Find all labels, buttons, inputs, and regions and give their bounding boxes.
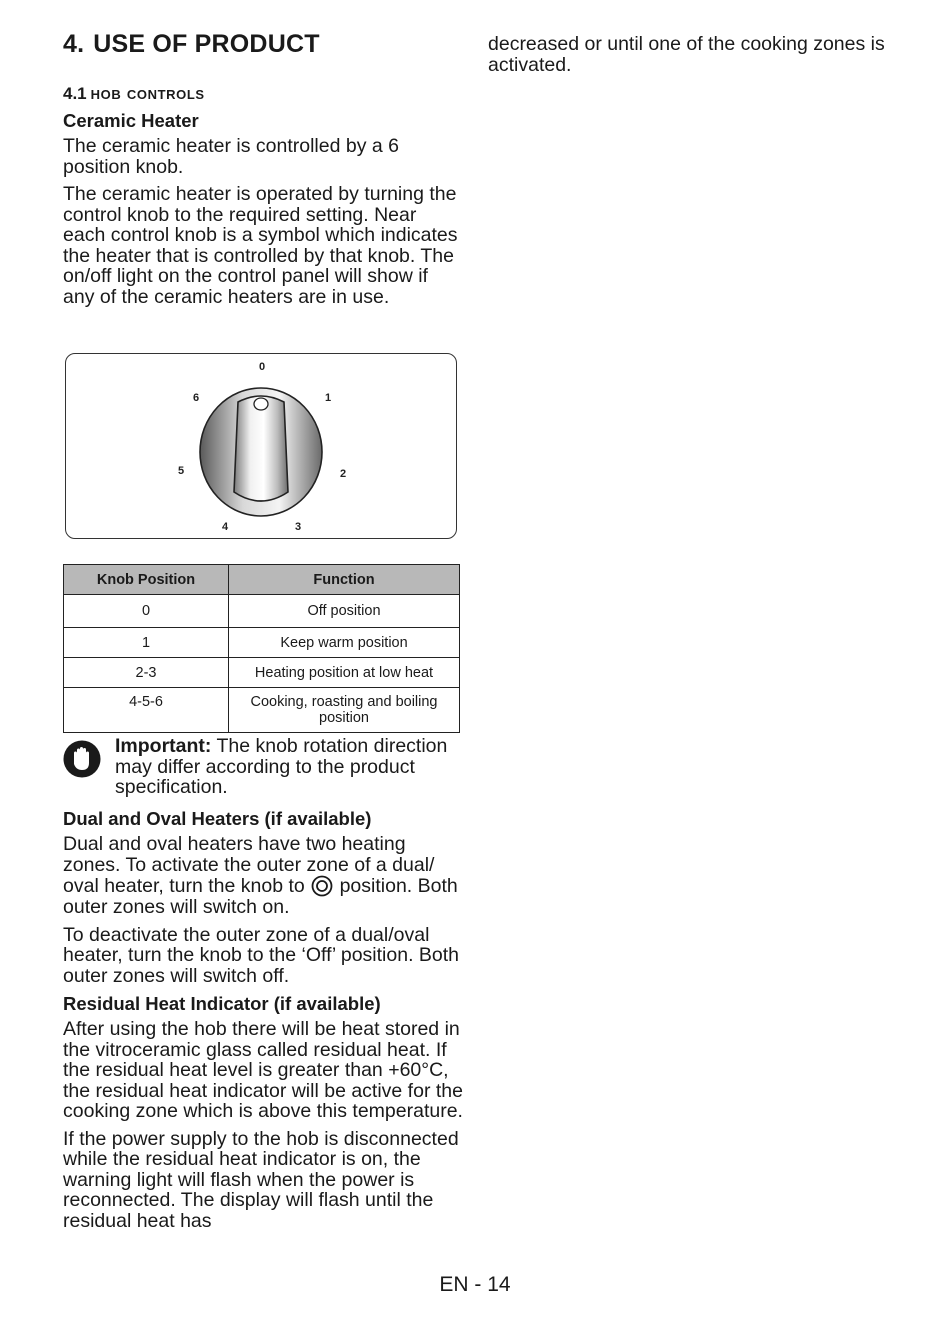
table-row bbox=[64, 628, 460, 658]
ceramic-paragraph-1: The ceramic heater is controlled by a 6 position knob. bbox=[63, 135, 399, 178]
subsection-title bbox=[63, 83, 463, 104]
dual-paragraph-1 bbox=[63, 834, 463, 918]
important-text bbox=[115, 736, 463, 798]
table-cell-position: 2-3 bbox=[64, 658, 229, 688]
right-column-text: decreased or until one of the cooking zones is activated. bbox=[488, 33, 885, 76]
knob-diagram bbox=[65, 353, 457, 539]
table-cell-function: Heating position at low heat bbox=[229, 658, 460, 688]
knob-label-6: 6 bbox=[193, 392, 200, 404]
right-column bbox=[488, 34, 898, 82]
dual-oval-heading: Dual and Oval Heaters (if available) bbox=[63, 808, 372, 829]
table-cell-function: Keep warm position bbox=[229, 628, 460, 658]
table-cell-function: Cooking, roasting and boiling position bbox=[229, 688, 460, 733]
important-body: The knob rotation direction may differ according to the product specification. bbox=[115, 735, 448, 798]
hand-stop-icon bbox=[63, 740, 101, 778]
left-column bbox=[63, 30, 463, 314]
table-header-row bbox=[64, 565, 460, 595]
table-header-function: Function bbox=[229, 565, 460, 595]
knob-label-4: 4 bbox=[222, 521, 229, 533]
table-cell-function: Off position bbox=[229, 595, 460, 628]
knob-label-5: 5 bbox=[178, 465, 185, 477]
section-title bbox=[63, 30, 463, 59]
residual-heat-heading: Residual Heat Indicator (if available) bbox=[63, 993, 381, 1014]
knob-indicator-dot bbox=[254, 398, 268, 410]
important-label: Important: bbox=[115, 735, 212, 757]
table-row bbox=[64, 688, 460, 733]
knob-label-2: 2 bbox=[340, 468, 347, 480]
knob-grip bbox=[234, 396, 288, 501]
section-number: 4. bbox=[63, 30, 85, 58]
knob-position-table bbox=[63, 564, 460, 733]
knob-label-3: 3 bbox=[295, 521, 302, 533]
page-number: EN - 14 bbox=[439, 1273, 511, 1296]
knob-label-0: 0 bbox=[259, 361, 266, 373]
residual-paragraph-1: After using the hob there will be heat stored in the vitroceramic glass called residual heat. If the residual heat level is greater than +60°C, the residual heat indicator will be active for the cooking zone which is above this temperature. bbox=[63, 1018, 463, 1122]
knob-label-1: 1 bbox=[325, 392, 332, 404]
table-cell-position: 1 bbox=[64, 628, 229, 658]
knob-illustration bbox=[66, 354, 458, 540]
table-cell-position: 0 bbox=[64, 595, 229, 628]
important-note bbox=[63, 736, 463, 798]
table-row bbox=[64, 658, 460, 688]
dual-paragraph-1-start: Dual and oval heaters have two heating zones. To activate the outer zone of a dual/ oval heater, turn the knob to bbox=[63, 833, 435, 897]
section-title-text: USE OF PRODUCT bbox=[93, 30, 320, 58]
dual-paragraph-2: To deactivate the outer zone of a dual/oval heater, turn the knob to the ‘Off’ position. Both outer zones will switch off. bbox=[63, 923, 460, 987]
ceramic-paragraph-2: The ceramic heater is operated by turning the control knob to the required setting. Near each control knob is a symbol which indicates the heater that is controlled by that knob. The on/off light on the control panel will show if any of the ceramic heaters are in use. bbox=[63, 183, 458, 308]
dual-zone-icon bbox=[311, 875, 333, 897]
dual-paragraph-1-end: position. Both outer zones will switch on. bbox=[63, 875, 458, 918]
subsection-title-text: hob controls bbox=[90, 83, 205, 103]
subsection-number: 4.1 bbox=[63, 84, 87, 103]
ceramic-heater-heading: Ceramic Heater bbox=[63, 110, 199, 131]
table-row bbox=[64, 595, 460, 628]
table-header-knob-position: Knob Position bbox=[64, 565, 229, 595]
table-cell-position: 4-5-6 bbox=[64, 688, 229, 733]
dual-and-residual-section bbox=[63, 802, 463, 1238]
residual-paragraph-2: If the power supply to the hob is disconnected while the residual heat indicator is on, the warning light will flash when the power is reconnected. The display will flash until the residual heat has bbox=[63, 1127, 459, 1232]
